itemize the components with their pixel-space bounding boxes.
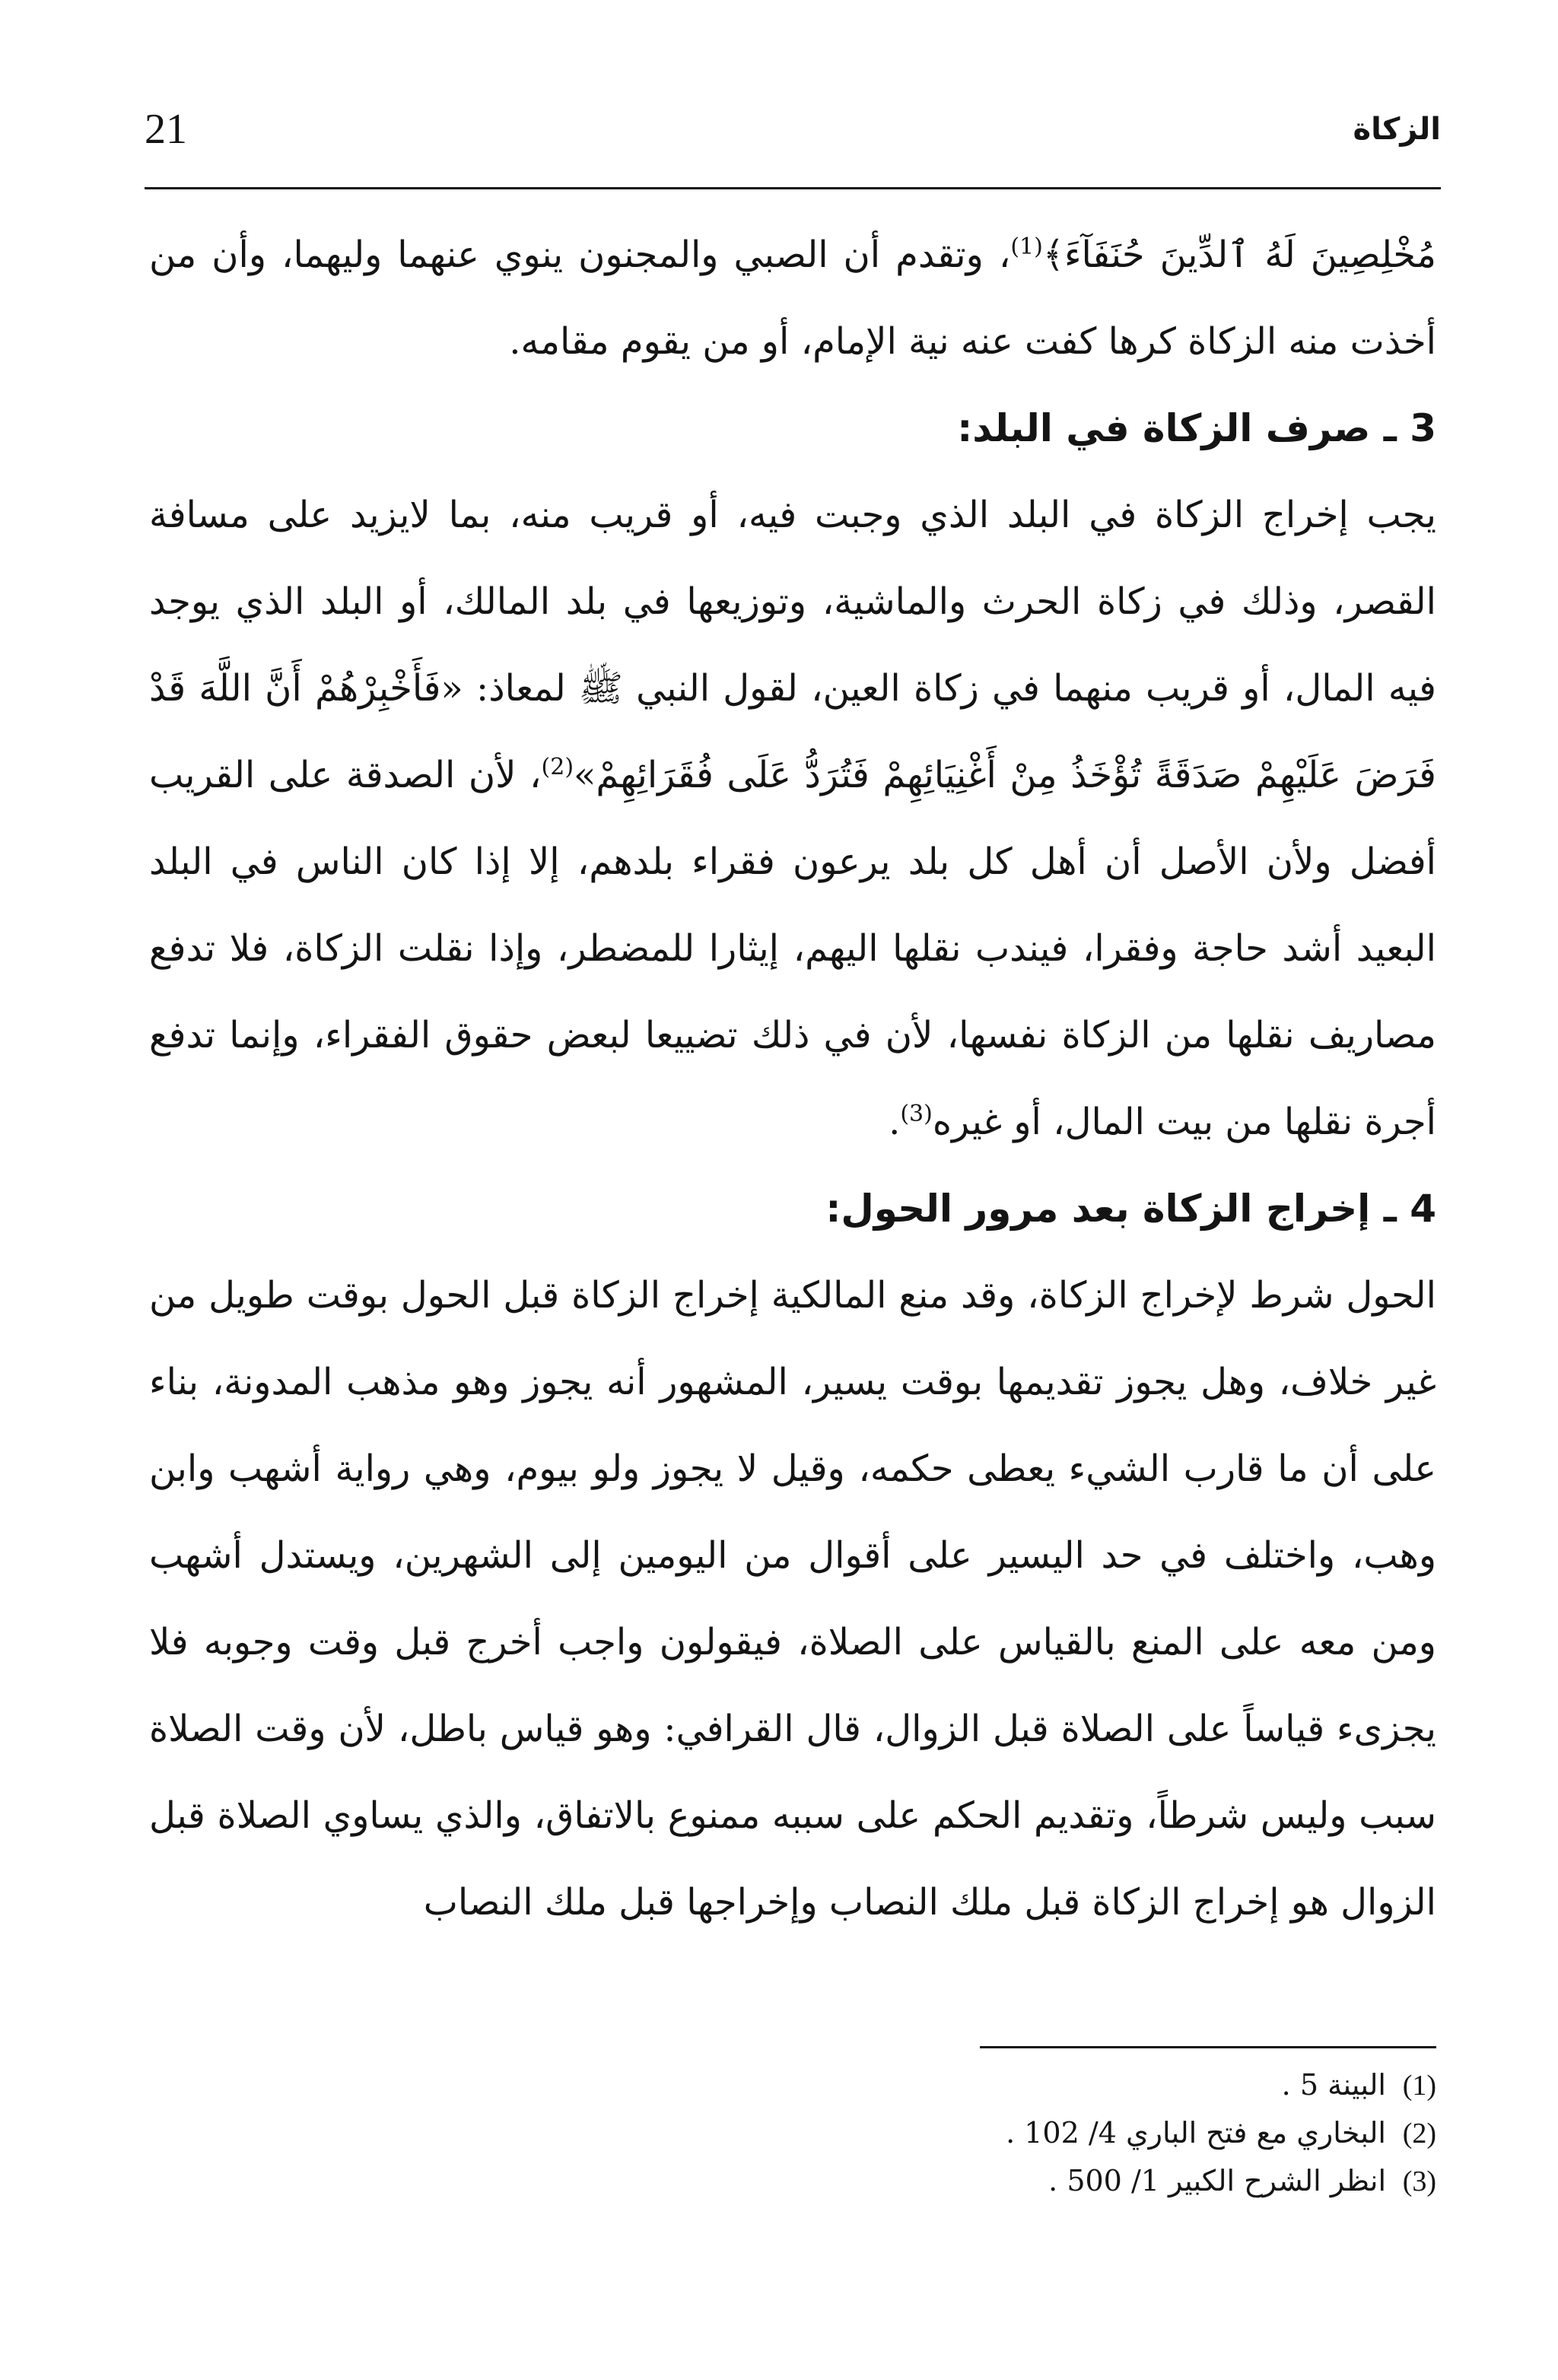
footnotes: [523, 2061, 1436, 2205]
quran-quote: مُخْلِصِينَ لَهُ ٱلدِّينَ حُنَفَآءَ﴾: [1042, 234, 1436, 276]
footnote-ref-1[interactable]: (1): [1010, 234, 1043, 260]
paragraph-text-cont: ، لأن الصدقة على القريب أفضل ولأن الأصل أن أهل كل بلد يرعون فقراء بلدهم، إلا إذا كان الناس في البلد البعيد أشد حاجة وفقرا، فيندب نقلها اليهم، إيثارا للمضطر، وإذا نقلت الزكاة، فلا تدفع مصاريف نقلها من الزكاة نفسها، لأن في ذلك تضييعا لبعض حقوق الفقراء، وإنما تدفع أجرة نقلها من بيت المال، أو غيره: [149, 754, 1436, 1143]
footnote-text: البخاري مع فتح الباري 4/ 102 .: [1006, 2116, 1386, 2150]
page-header: [145, 99, 1441, 160]
footnote-item: [523, 2109, 1436, 2157]
paragraph-text: ، وتقدم أن الصبي والمجنون ينوي عنهما وليهما، وأن من أخذت منه الزكاة كرها كفت عنه نية الإمام، أو من يقوم مقامه.: [149, 234, 1436, 363]
paragraph-text: يجب إخراج الزكاة في البلد الذي وجبت فيه، أو قريب منه، بما لايزيد على مسافة القصر، وذلك في زكاة الحرث والماشية، وتوزيعها في بلد المالك، أو البلد الذي يوجد فيه المال، أو قريب منهما في زكاة العين، لقول النبي ﷺ لمعاذ: «فَأَخْبِرْهُمْ أَنَّ اللَّهَ قَدْ فَرَضَ عَلَيْهِمْ صَدَقَةً تُؤْخَذُ مِنْ أَغْنِيَائِهِمْ فَتُرَدُّ عَلَى فُقَرَائِهِمْ»: [149, 494, 1437, 796]
footnote-text: انظر الشرح الكبير 1/ 500 .: [1048, 2164, 1386, 2197]
footnote-ref-3[interactable]: (3): [900, 1101, 933, 1127]
footnote-number: (3): [1402, 2166, 1436, 2197]
footnote-number: (1): [1402, 2070, 1436, 2102]
header-rule: [145, 187, 1441, 189]
footnote-item: [523, 2061, 1436, 2109]
running-title: الزكاة: [1353, 112, 1441, 147]
section-heading-4: 4 ـ إخراج الزكاة بعد مرور الحول:: [825, 1187, 1436, 1231]
footnote-item: [523, 2157, 1436, 2205]
paragraph-distribution: [149, 472, 1436, 1165]
paragraph-intention: [149, 211, 1436, 385]
section-heading-3: 3 ـ صرف الزكاة في البلد:: [957, 406, 1436, 450]
page-body: [149, 211, 1436, 1946]
paragraph-end: .: [889, 1101, 901, 1143]
footnote-number: (2): [1402, 2118, 1436, 2150]
footnote-text: البينة 5 .: [1281, 2068, 1386, 2102]
footnote-rule: [980, 2046, 1436, 2048]
footnote-ref-2[interactable]: (2): [541, 754, 574, 780]
page-number: 21: [145, 106, 187, 153]
paragraph-hawl: الحول شرط لإخراج الزكاة، وقد منع المالكية إخراج الزكاة قبل الحول بوقت طويل من غير خلاف، وهل يجوز تقديمها بوقت يسير، المشهور أنه يجوز وهو مذهب المدونة، بناء على أن ما قارب الشيء يعطى حكمه، وقيل لا يجوز ولو بيوم، وهي رواية أشهب وابن وهب، واختلف في حد اليسير على أقوال من اليومين إلى الشهرين، ويستدل أشهب ومن معه على المنع بالقياس على الصلاة، فيقولون واجب أخرج قبل وقت وجوبه فلا يجزىء قياساً على الصلاة قبل الزوال، قال القرافي: وهو قياس باطل، لأن وقت الصلاة سبب وليس شرطاً، وتقديم الحكم على سببه ممنوع بالاتفاق، والذي يساوي الصلاة قبل الزوال هو إخراج الزكاة قبل ملك النصاب وإخراجها قبل ملك النصاب: [149, 1274, 1436, 1924]
